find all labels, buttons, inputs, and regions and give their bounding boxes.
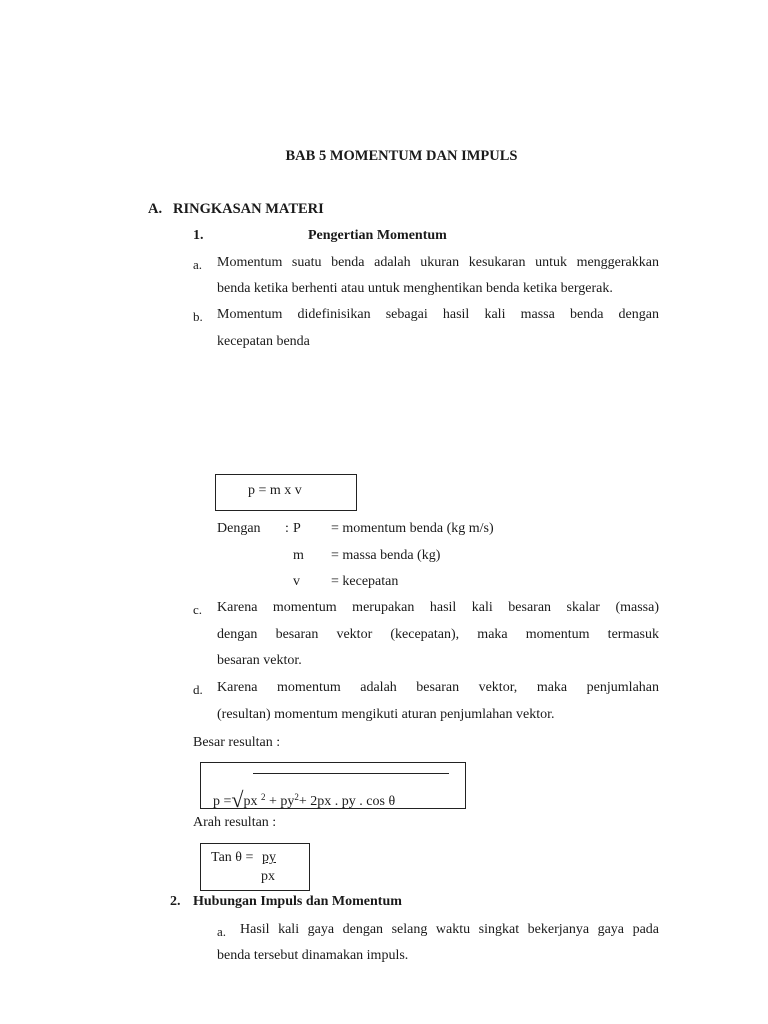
list-item-c-line2: dengan besaran vektor (kecepatan), maka momentum termasuk <box>217 627 659 642</box>
tan-numerator: py <box>262 850 276 865</box>
section-a-label: A. <box>148 201 163 217</box>
square-root-icon: √ <box>231 787 244 812</box>
resultant-direction-label: Arah resultan : <box>193 815 277 830</box>
definition-meaning-v: = kecepatan <box>331 574 399 589</box>
list-marker-c: c. <box>193 602 203 617</box>
chapter-title: BAB 5 MOMENTUM DAN IMPULS <box>285 148 518 164</box>
list-marker-2a: a. <box>217 924 227 939</box>
section-a-heading: RINGKASAN MATERI <box>173 201 324 217</box>
exponent-1: 2 <box>260 792 266 802</box>
momentum-formula: p = m x v <box>248 483 302 498</box>
list-item-a-line2: benda ketika berhenti atau untuk menghentikan benda ketika bergerak. <box>217 281 613 296</box>
list-marker-b: b. <box>193 309 203 324</box>
subsection-2-heading: Hubungan Impuls dan Momentum <box>193 894 402 909</box>
list-item-a-line1: Momentum suatu benda adalah ukuran kesukaran untuk menggerakkan <box>217 255 659 270</box>
term-py: + py <box>265 794 295 809</box>
exponent-2: 2 <box>294 792 299 802</box>
resultant-magnitude-formula <box>213 785 395 811</box>
definition-meaning-p: = momentum benda (kg m/s) <box>331 521 494 536</box>
resultant-magnitude-label: Besar resultan : <box>193 735 281 750</box>
definitions-colon: : <box>285 521 289 536</box>
list-marker-d: d. <box>193 682 203 697</box>
list-item-b-line2: kecepatan benda <box>217 334 310 349</box>
list-item-d-line2: (resultan) momentum mengikuti aturan penjumlahan vektor. <box>217 707 555 722</box>
definitions-intro: Dengan <box>217 521 261 536</box>
list-marker-a: a. <box>193 257 203 272</box>
list-item-c-line1: Karena momentum merupakan hasil kali besaran skalar (massa) <box>217 600 659 615</box>
definition-symbol-v: v <box>293 574 300 589</box>
subsection-1-number: 1. <box>193 228 204 243</box>
definition-symbol-m: m <box>293 548 304 563</box>
list-item-c-line3: besaran vektor. <box>217 653 302 668</box>
definition-symbol-p: P <box>293 521 301 536</box>
subsection-2-number: 2. <box>170 894 181 909</box>
term-px: px <box>243 794 258 809</box>
resultant-direction-box <box>200 843 310 891</box>
subsection-1-heading: Pengertian Momentum <box>308 228 447 243</box>
tan-formula-lhs: Tan θ = <box>211 850 254 865</box>
list-item-d-line1: Karena momentum adalah besaran vektor, maka penjumlahan <box>217 680 659 695</box>
resultant-magnitude-box <box>200 762 466 812</box>
list-item-b-line1: Momentum didefinisikan sebagai hasil kali massa benda dengan <box>217 307 659 322</box>
definition-meaning-m: = massa benda (kg) <box>331 548 441 563</box>
list-item-2a-line2: benda tersebut dinamakan impuls. <box>217 948 409 963</box>
tan-denominator: px <box>261 869 275 884</box>
list-item-2a-line1: Hasil kali gaya dengan selang waktu singkat bekerjanya gaya pada <box>240 922 659 937</box>
momentum-formula-box <box>215 474 357 511</box>
formula-lhs: p = <box>213 794 232 809</box>
term-cross: + 2px . py . cos θ <box>298 794 396 809</box>
radical-overline <box>253 773 449 774</box>
